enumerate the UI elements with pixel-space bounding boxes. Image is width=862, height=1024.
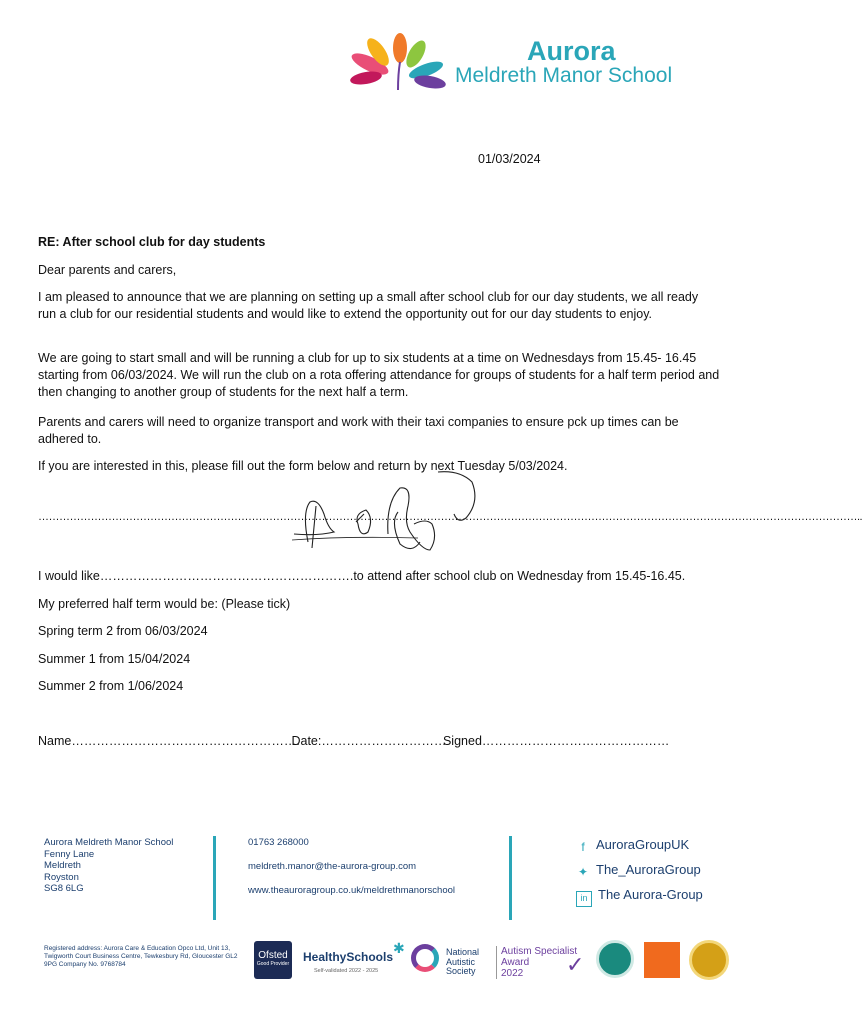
healthy-schools-figure-icon: ✱ xyxy=(393,940,405,956)
circular-award-badge-icon xyxy=(596,940,634,978)
letter-paragraph: Parents and carers will need to organize transport and work with their taxi companies to ensure pck up times can be adhered to. xyxy=(38,415,679,446)
would-like-blank[interactable]: I would like……………………………………………………. xyxy=(38,569,354,583)
nas-logo-text: National Autistic Society xyxy=(446,947,480,976)
term-option[interactable]: Spring term 2 from 06/03/2024 xyxy=(38,624,208,638)
registered-address: Registered address: Aurora Care & Education Opco Ltd, Unit 13, Twigworth Court Business Centre, Tewkesbury Rd, Gloucester GL2 9PG Company No. 9768784 xyxy=(44,945,238,968)
footer-website[interactable]: www.theauroragroup.co.uk/meldrethmanorschool xyxy=(248,885,455,896)
letter-paragraph: We are going to start small and will be running a club for up to six students at a time on Wednesdays from 15.45- 16.45 starting from 06/03/2024. We will run the club on a rota offering attendance for groups of students for a half term period and then changing to another group of students for the next half a term. xyxy=(38,351,720,399)
nas-logo-icon xyxy=(411,944,439,972)
cut-line: ……………………………………………………………………………………………………………………………………………………………………………………………………………….. xyxy=(38,511,862,523)
term-option[interactable]: Summer 2 from 1/06/2024 xyxy=(38,679,184,693)
date-field[interactable]: Date:………………………… xyxy=(291,734,447,748)
checkmark-icon: ✓ xyxy=(566,952,585,977)
letter-paragraph: I am pleased to announce that we are planning on setting up a small after school club for our day students, we all ready run a club for our residential students and would like to extend the opportunity out for our day students to enjoy. xyxy=(38,290,699,321)
social-twitter[interactable]: ✦ The_AuroraGroup xyxy=(577,862,701,879)
term-option[interactable]: Summer 1 from 15/04/2024 xyxy=(38,652,191,666)
orange-award-badge-icon xyxy=(644,942,680,978)
twitter-icon: ✦ xyxy=(577,865,589,879)
healthy-schools-logo: HealthySchools xyxy=(303,950,394,964)
letter-date: 01/03/2024 xyxy=(478,152,541,166)
handwritten-scribble xyxy=(288,462,488,558)
ofsted-badge: Ofsted Good Provider xyxy=(254,941,292,979)
signed-field[interactable]: Signed……………………………………… xyxy=(442,734,670,748)
green-tree-school-badge-icon xyxy=(689,940,729,980)
letter-greeting: Dear parents and carers, xyxy=(38,263,177,277)
footer-divider xyxy=(213,836,216,920)
facebook-icon: f xyxy=(581,840,585,854)
logo-school-text: Meldreth Manor School xyxy=(455,64,673,87)
autism-award-text: Autism Specialist Award 2022 xyxy=(496,946,577,979)
letter-paragraph: If you are interested in this, please fill out the form below and return by next Tuesday 5/03/2024. xyxy=(38,459,568,473)
preferred-term-label: My preferred half term would be: (Please tick) xyxy=(38,597,291,611)
social-linkedin[interactable]: in The Aurora-Group xyxy=(576,887,703,907)
footer-divider xyxy=(509,836,512,920)
footer-address: Aurora Meldreth Manor School Fenny Lane Meldreth Royston SG8 6LG xyxy=(44,837,174,894)
letter-subject: RE: After school club for day students xyxy=(38,235,266,249)
signature-row xyxy=(38,733,669,750)
footer-email[interactable]: meldreth.manor@the-aurora-group.com xyxy=(248,861,417,872)
linkedin-icon: in xyxy=(576,891,592,907)
footer-phone: 01763 268000 xyxy=(248,837,309,848)
would-like-line xyxy=(38,568,685,585)
social-facebook[interactable]: f AuroraGroupUK xyxy=(576,837,689,854)
aurora-logo-leaves-icon xyxy=(348,34,450,92)
would-like-suffix: to attend after school club on Wednesday from 15.45-16.45. xyxy=(353,569,686,583)
healthy-schools-sub: Self-validated 2022 - 2025 xyxy=(314,968,379,974)
logo-brand-text: Aurora xyxy=(527,36,616,66)
name-field[interactable]: Name………………………………………………. xyxy=(38,734,300,748)
